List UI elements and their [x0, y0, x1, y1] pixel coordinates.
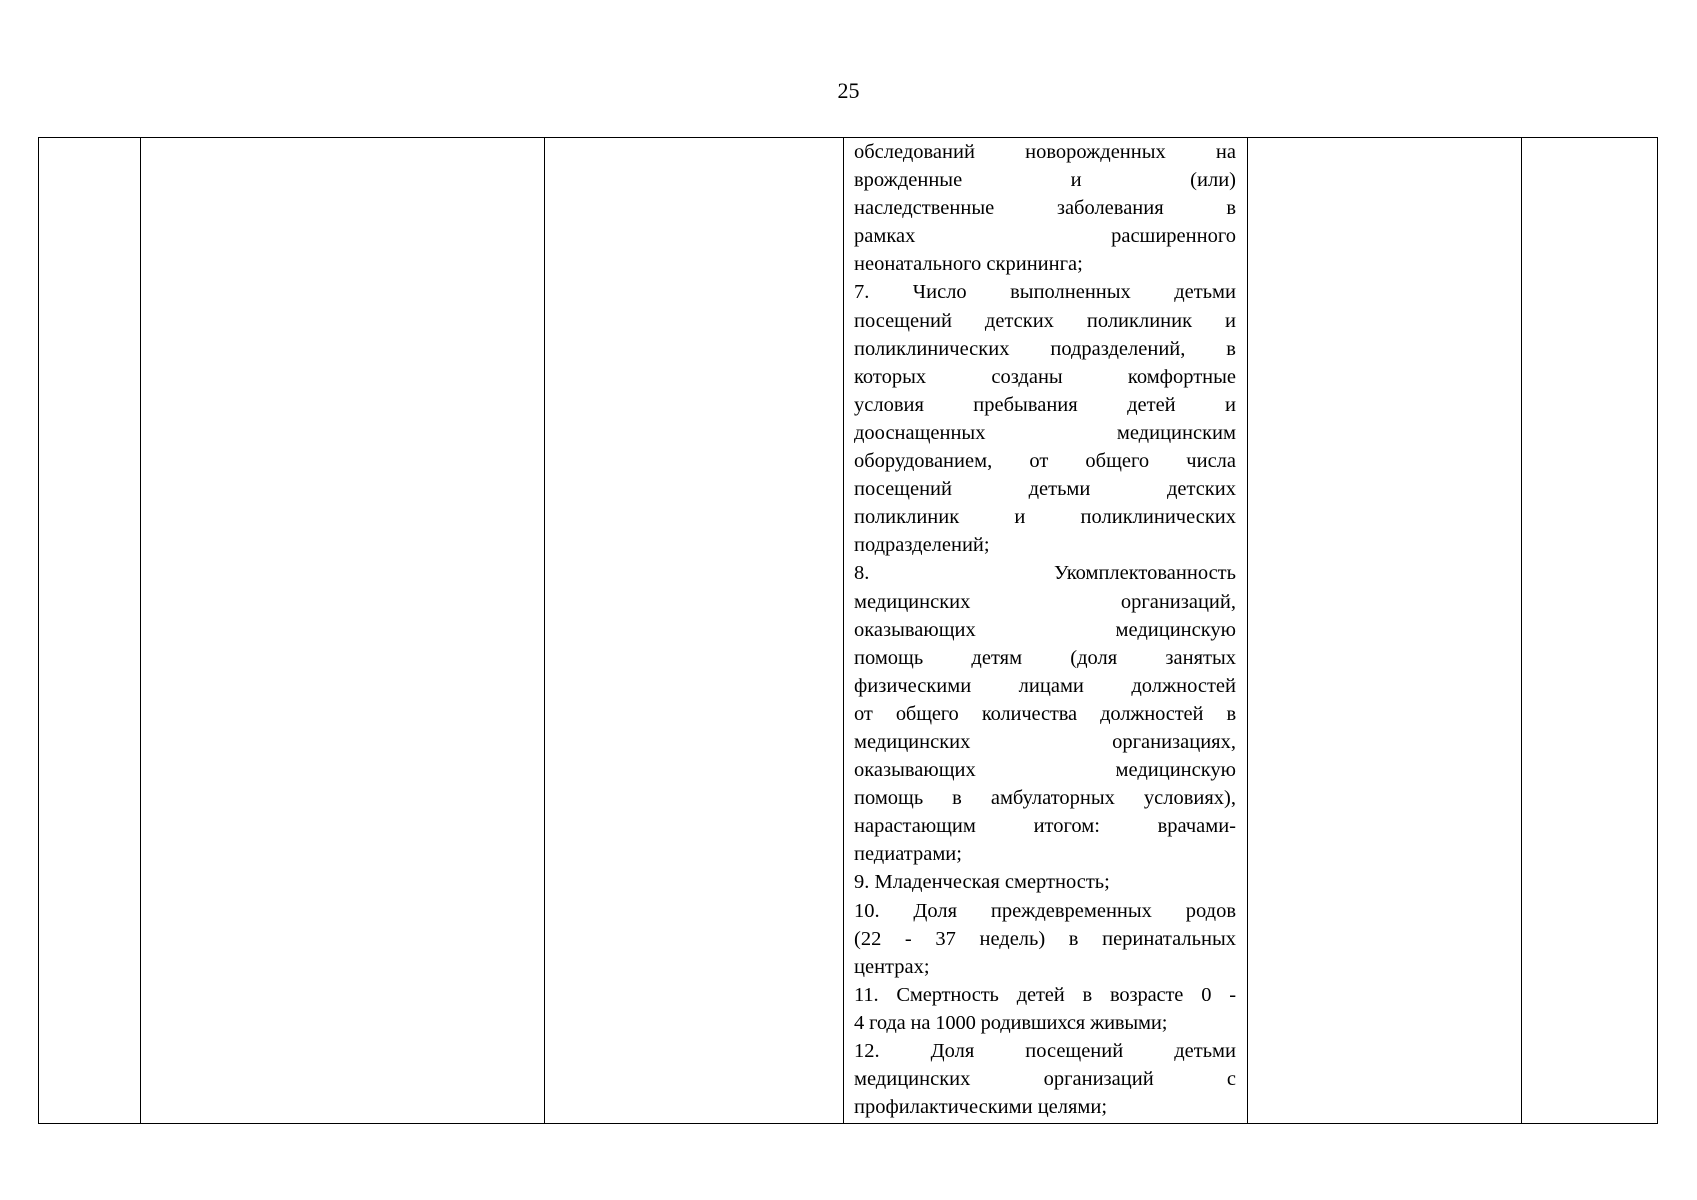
indicator-text-line: наследственные заболевания в: [854, 197, 1236, 220]
indicator-text-line: обследований новорожденных на: [854, 141, 1236, 163]
page-number: 25: [837, 78, 860, 103]
table-row: [39, 138, 1658, 1124]
indicator-text-line: 10. Доля преждевременных родов: [854, 899, 1236, 922]
indicator-text-line: дооснащенных медицинским: [854, 421, 1236, 444]
indicator-text-line: медицинских организаций,: [854, 590, 1236, 613]
indicator-text-line: поликлиник и поликлинических: [854, 506, 1236, 529]
indicator-text-line: неонатального скрининга;: [854, 253, 1083, 276]
indicator-text-line: помощь детям (доля занятых: [854, 646, 1236, 669]
indicator-text-line: 4 года на 1000 родившихся живыми;: [854, 1011, 1168, 1034]
indicator-text-line: 7. Число выполненных детьми: [854, 281, 1236, 304]
indicator-text-line: медицинских организациях,: [854, 730, 1236, 753]
indicator-text-line: (22 - 37 недель) в перинатальных: [854, 927, 1236, 950]
indicator-text-line: 11. Смертность детей в возрасте 0 -: [854, 983, 1236, 1006]
indicator-text-line: физическими лицами должностей: [854, 674, 1236, 697]
indicator-text-line: центрах;: [854, 955, 930, 978]
table-cell-col-5: [1248, 138, 1522, 1124]
indicators-text: [854, 138, 1236, 1121]
table-cell-col-2: [141, 138, 545, 1124]
indicator-text-line: условия пребывания детей и: [854, 393, 1236, 416]
indicator-text-line: оказывающих медицинскую: [854, 759, 1236, 782]
indicator-text-line: рамках расширенного: [854, 225, 1236, 248]
indicator-text-line: врожденные и (или): [854, 169, 1236, 192]
table-cell-col-4-indicators: [844, 138, 1248, 1124]
indicator-text-line: профилактическими целями;: [854, 1096, 1108, 1119]
indicator-text-line: помощь в амбулаторных условиях),: [854, 787, 1236, 810]
indicator-text-line: оборудованием, от общего числа: [854, 450, 1236, 473]
indicator-text-line: 12. Доля посещений детьми: [854, 1040, 1236, 1062]
indicator-text-line: которых созданы комфортные: [854, 365, 1236, 388]
table-cell-col-3: [545, 138, 844, 1124]
indicator-text-line: посещений детских поликлиник и: [854, 309, 1236, 332]
indicator-text-line: 8. Укомплектованность: [854, 562, 1236, 585]
indicator-text-line: посещений детьми детских: [854, 478, 1236, 501]
indicator-text-line: 9. Младенческая смертность;: [854, 871, 1110, 894]
indicator-text-line: нарастающим итогом: врачами-: [854, 815, 1236, 838]
indicator-text-line: от общего количества должностей в: [854, 702, 1236, 725]
table-cell-col-1: [39, 138, 141, 1124]
indicator-text-line: оказывающих медицинскую: [854, 618, 1236, 641]
indicator-text-line: педиатрами;: [854, 843, 962, 866]
indicator-text-line: поликлинических подразделений, в: [854, 337, 1236, 360]
indicator-text-line: медицинских организаций с: [854, 1068, 1236, 1091]
indicator-text-line: подразделений;: [854, 534, 990, 557]
document-table: [38, 137, 1658, 1124]
table-cell-col-6: [1522, 138, 1658, 1124]
